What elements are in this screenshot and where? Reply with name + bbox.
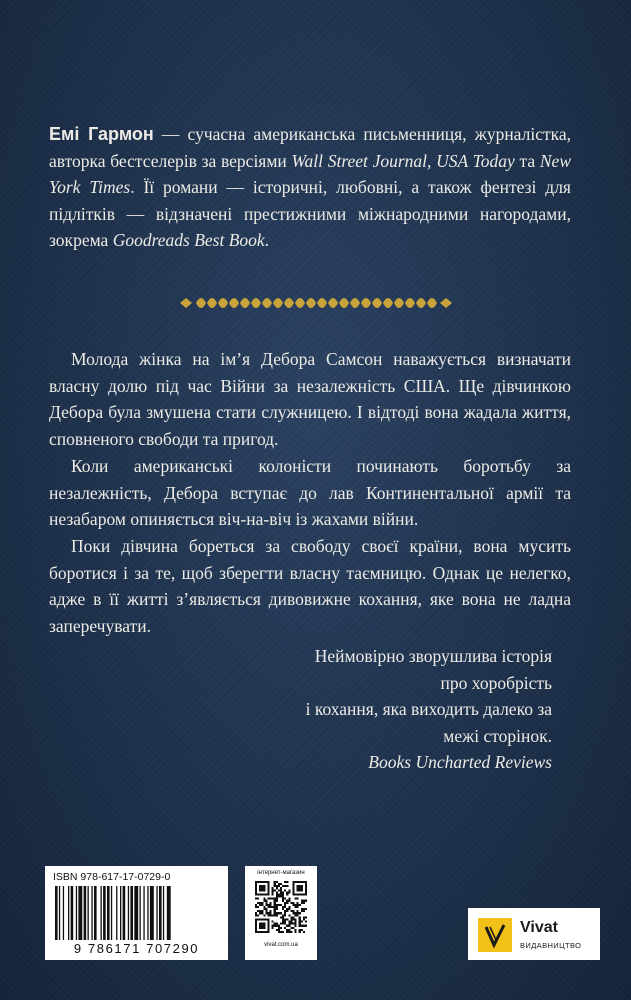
qr-code-icon	[255, 881, 307, 933]
quote-line: Неймовірно зворушлива історія про хоробрість	[314, 646, 552, 693]
publisher-name: Vivat	[520, 919, 558, 936]
barcode-bars-icon	[55, 886, 219, 940]
bio-text-3: . Її романи — історичні, любовні, а також фентезі для підлітків — відзначені престижними міжнародними нагородами, зокрема	[49, 177, 571, 250]
synopsis-paragraph: Поки дівчина бореться за свободу своєї країни, вона мусить боротися і за те, щоб зберегти власну таємницю. Однак це нелегко, адже в її житті з’являється дивовижне кохання, яке вона не ладна заперечувати.	[49, 535, 571, 637]
publisher-subtitle: ВИДАВНИЦТВО	[520, 941, 582, 950]
barcode-digits: 9 786171 707290	[73, 941, 200, 956]
synopsis-paragraph: Молода жінка на ім’я Дебора Самсон наважується визначати власну долю під час Війни за незалежність США. Ще дівчинкою Дебора була змушена стати служницею. І відтоді вона жадала життя, сповненого свободи та пригод.	[49, 349, 571, 450]
bio-text-4: .	[264, 230, 270, 250]
qr-title: інтернет-магазин	[257, 870, 305, 876]
qr-code-block	[245, 866, 317, 960]
bio-publications-2: New York Times	[49, 150, 571, 197]
bio-text-2: та	[514, 150, 540, 171]
synopsis-paragraph: Коли американські колоністи починають боротьбу за незалежність, Дебора вступає до лав Континентальної армії та незабаром опиняється віч-на-віч із жахами війни.	[49, 455, 571, 530]
synopsis	[49, 346, 571, 640]
publisher-logo	[468, 908, 600, 960]
author-name: Емі Гармон	[49, 124, 154, 144]
qr-url: vivat.com.ua	[264, 942, 298, 948]
quote-line: і кохання, яка виходить далеко за межі сторінок.	[305, 699, 552, 746]
author-bio	[49, 121, 571, 254]
review-quote	[300, 643, 552, 776]
bio-text-1: — сучасна американська письменниця, журналістка, авторка бестселерів за версіями	[49, 124, 571, 171]
laurel-ornament-icon	[180, 292, 452, 314]
vivat-mark-icon	[478, 918, 512, 952]
isbn-label: ISBN 978-617-17-0729-0	[53, 871, 171, 883]
bio-publications-1: Wall Street Journal, USA Today	[291, 150, 515, 171]
bio-award: Goodreads Best Book	[112, 230, 265, 250]
quote-source: Books Uncharted Reviews	[368, 752, 552, 772]
isbn-barcode	[45, 866, 228, 960]
